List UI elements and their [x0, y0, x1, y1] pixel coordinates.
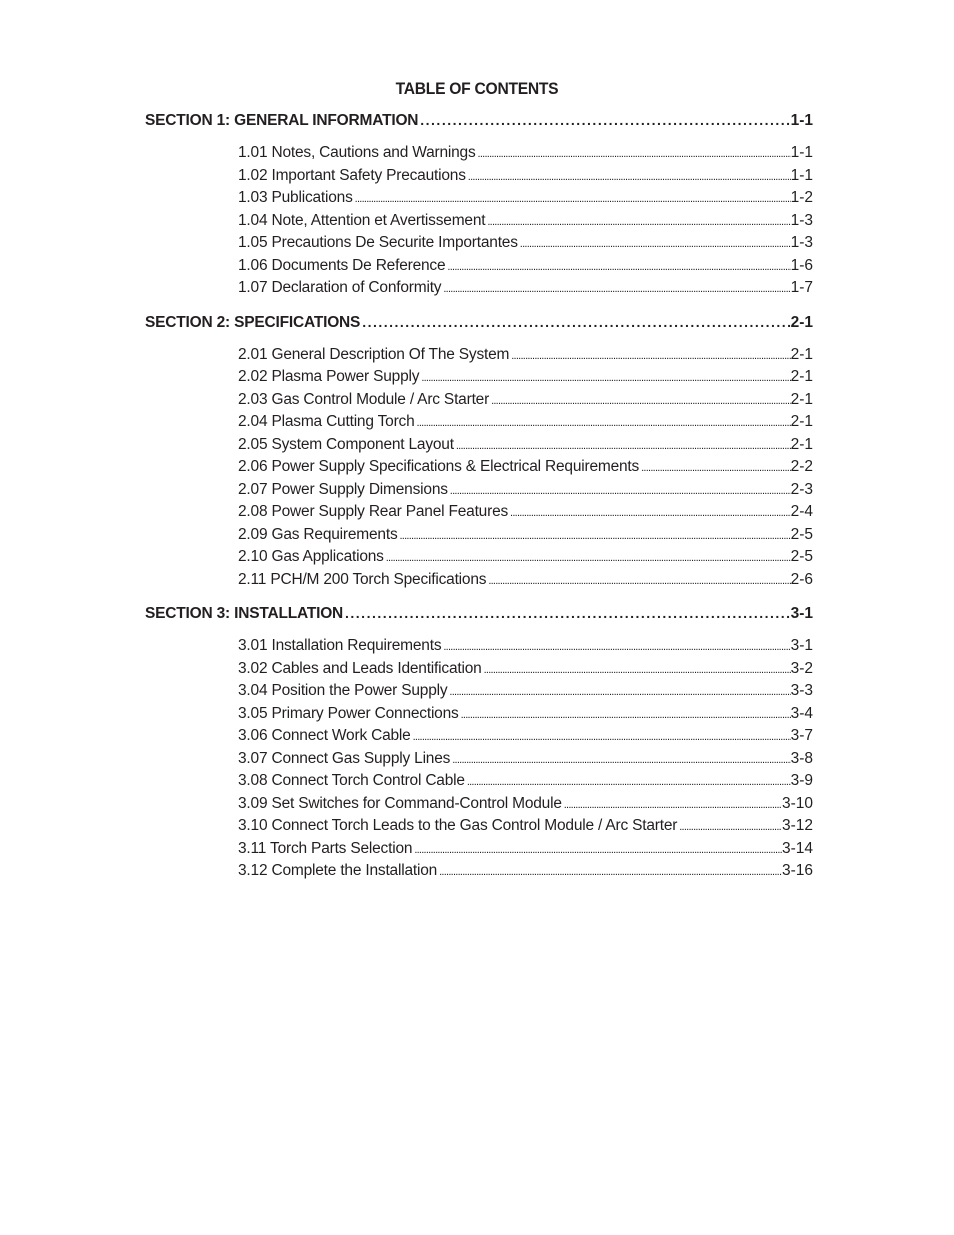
section-1-items: [238, 144, 813, 302]
entry-page: 3-8: [790, 749, 813, 767]
toc-section-heading[interactable]: [145, 605, 813, 627]
dot-leader: [489, 395, 791, 407]
dot-leader: [343, 605, 791, 621]
entry-label: 2.01 General Description Of The System: [238, 345, 510, 363]
toc-entry[interactable]: [238, 234, 813, 257]
dot-leader: [384, 552, 791, 564]
toc-entry[interactable]: [238, 212, 813, 235]
entry-page: 3-9: [790, 772, 813, 789]
entry-page: 3-14: [781, 839, 813, 857]
dot-leader: [398, 530, 791, 542]
entry-page: 3-2: [790, 659, 813, 677]
dot-leader: [639, 462, 791, 474]
toc-section-heading[interactable]: [145, 112, 813, 134]
entry-label: 3.07 Connect Gas Supply Lines: [238, 749, 451, 767]
entry-label: 3.04 Position the Power Supply: [238, 682, 448, 699]
entry-label: 2.07 Power Supply Dimensions: [238, 480, 448, 498]
section-2-items: [238, 346, 813, 594]
entry-label: 3.09 Set Switches for Command-Control Module: [238, 794, 562, 812]
toc-entry[interactable]: [238, 368, 813, 391]
entry-label: 1.04 Note, Attention et Avertissement: [238, 211, 486, 229]
dot-leader: [508, 507, 791, 519]
entry-label: 2.10 Gas Applications: [238, 548, 384, 565]
dot-leader: [466, 171, 791, 183]
dot-leader: [509, 350, 790, 362]
entry-label: 3.02 Cables and Leads Identification: [238, 659, 482, 677]
entry-label: 3.12 Complete the Installation: [238, 862, 438, 879]
entry-page: 1-2: [790, 189, 813, 206]
section-page: 2-1: [790, 313, 813, 331]
entry-page: 2-1: [790, 413, 813, 430]
section-page: 1-1: [790, 112, 813, 129]
dot-leader: [482, 664, 791, 676]
toc-entry[interactable]: [238, 548, 813, 571]
toc-entry[interactable]: [238, 682, 813, 705]
toc-entry[interactable]: [238, 167, 813, 190]
entry-page: 2-1: [790, 345, 813, 363]
entry-label: 2.09 Gas Requirements: [238, 525, 398, 543]
entry-page: 1-3: [790, 234, 813, 251]
toc-entry[interactable]: [238, 458, 813, 481]
toc-entry[interactable]: [238, 750, 813, 773]
toc-section-heading[interactable]: [145, 314, 813, 336]
entry-label: 3.08 Connect Torch Control Cable: [238, 772, 465, 789]
section-3-items: [238, 637, 813, 885]
entry-label: 2.03 Gas Control Module / Arc Starter: [238, 390, 490, 408]
toc-entry[interactable]: [238, 817, 813, 840]
toc-entry[interactable]: [238, 436, 813, 459]
entry-page: 3-12: [781, 817, 813, 834]
dot-leader: [454, 440, 791, 452]
toc-entry[interactable]: [238, 481, 813, 504]
entry-page: 2-5: [790, 548, 813, 565]
toc-entry[interactable]: [238, 279, 813, 302]
entry-page: 1-1: [790, 166, 813, 184]
dot-leader: [418, 112, 790, 128]
entry-page: 2-5: [790, 525, 813, 543]
entry-label: 3.10 Connect Torch Leads to the Gas Control Module / Arc Starter: [238, 817, 678, 834]
toc-entry[interactable]: [238, 189, 813, 212]
dot-leader: [412, 844, 782, 856]
entry-label: 1.07 Declaration of Conformity: [238, 279, 442, 296]
dot-leader: [677, 821, 782, 833]
toc-entry[interactable]: [238, 772, 813, 795]
entry-page: 2-2: [790, 458, 813, 475]
toc-entry[interactable]: [238, 795, 813, 818]
entry-page: 2-1: [790, 435, 813, 453]
toc-entry[interactable]: [238, 257, 813, 280]
entry-label: 3.06 Connect Work Cable: [238, 727, 411, 744]
entry-page: 3-3: [790, 682, 813, 699]
toc-entry[interactable]: [238, 862, 813, 885]
entry-page: 2-6: [790, 570, 813, 588]
section-1: [145, 112, 813, 302]
entry-label: 2.02 Plasma Power Supply: [238, 368, 420, 385]
toc-entry[interactable]: [238, 413, 813, 436]
dot-leader: [448, 485, 791, 497]
entry-label: 2.11 PCH/M 200 Torch Specifications: [238, 570, 487, 588]
entry-label: 2.06 Power Supply Specifications & Electrical Requirements: [238, 458, 640, 475]
section-3: [145, 605, 813, 885]
dot-leader: [476, 148, 791, 160]
entry-page: 1-7: [790, 279, 813, 296]
dot-leader: [411, 731, 791, 743]
entry-page: 2-1: [790, 368, 813, 385]
entry-page: 2-1: [790, 390, 813, 408]
toc-entry[interactable]: [238, 727, 813, 750]
entry-page: 3-1: [790, 637, 813, 654]
entry-page: 1-3: [790, 211, 813, 229]
toc-entry[interactable]: [238, 660, 813, 683]
entry-page: 2-3: [790, 480, 813, 498]
entry-label: 1.06 Documents De Reference: [238, 256, 446, 274]
toc-entry[interactable]: [238, 637, 813, 660]
entry-page: 1-6: [790, 256, 813, 274]
section-label: SECTION 1: GENERAL INFORMATION: [145, 112, 419, 129]
entry-label: 2.04 Plasma Cutting Torch: [238, 413, 415, 430]
dot-leader: [486, 575, 790, 587]
entry-page: 1-1: [790, 144, 813, 161]
toc-entry[interactable]: [238, 391, 813, 414]
entry-label: 2.05 System Component Layout: [238, 435, 454, 453]
dot-leader: [447, 686, 790, 698]
entry-label: 1.02 Important Safety Precautions: [238, 166, 466, 184]
dot-leader: [353, 193, 791, 205]
section-label: SECTION 2: SPECIFICATIONS: [145, 313, 361, 331]
dot-leader: [459, 709, 791, 721]
entry-page: 3-4: [790, 704, 813, 722]
entry-label: 2.08 Power Supply Rear Panel Features: [238, 503, 509, 520]
dot-leader: [437, 866, 782, 878]
dot-leader: [415, 417, 791, 429]
toc-entry[interactable]: [238, 144, 813, 167]
toc-entry[interactable]: [238, 346, 813, 369]
toc-entry[interactable]: [238, 705, 813, 728]
toc-entry[interactable]: [238, 526, 813, 549]
toc-entry[interactable]: [238, 571, 813, 594]
dot-leader: [465, 776, 791, 788]
entry-label: 3.05 Primary Power Connections: [238, 704, 459, 722]
toc-entry[interactable]: [238, 840, 813, 863]
dot-leader: [562, 799, 782, 811]
dot-leader: [450, 754, 790, 766]
dot-leader: [441, 641, 790, 653]
entry-page: 3-16: [781, 862, 813, 879]
dot-leader: [419, 372, 790, 384]
entry-page: 3-7: [790, 727, 813, 744]
toc-entry[interactable]: [238, 503, 813, 526]
dot-leader: [441, 283, 790, 295]
table-of-contents: [145, 112, 813, 897]
entry-label: 3.01 Installation Requirements: [238, 637, 442, 654]
dot-leader: [445, 261, 790, 273]
entry-label: 3.11 Torch Parts Selection: [238, 839, 413, 857]
section-2: [145, 314, 813, 594]
section-label: SECTION 3: INSTALLATION: [145, 605, 344, 622]
entry-label: 1.03 Publications: [238, 189, 353, 206]
section-page: 3-1: [790, 605, 813, 622]
dot-leader: [485, 216, 790, 228]
dot-leader: [518, 238, 791, 250]
entry-page: 2-4: [790, 503, 813, 520]
entry-label: 1.05 Precautions De Securite Importantes: [238, 234, 518, 251]
page-title: TABLE OF CONTENTS: [395, 79, 559, 98]
entry-label: 1.01 Notes, Cautions and Warnings: [238, 144, 476, 161]
entry-page: 3-10: [781, 794, 813, 812]
dot-leader: [360, 314, 790, 330]
